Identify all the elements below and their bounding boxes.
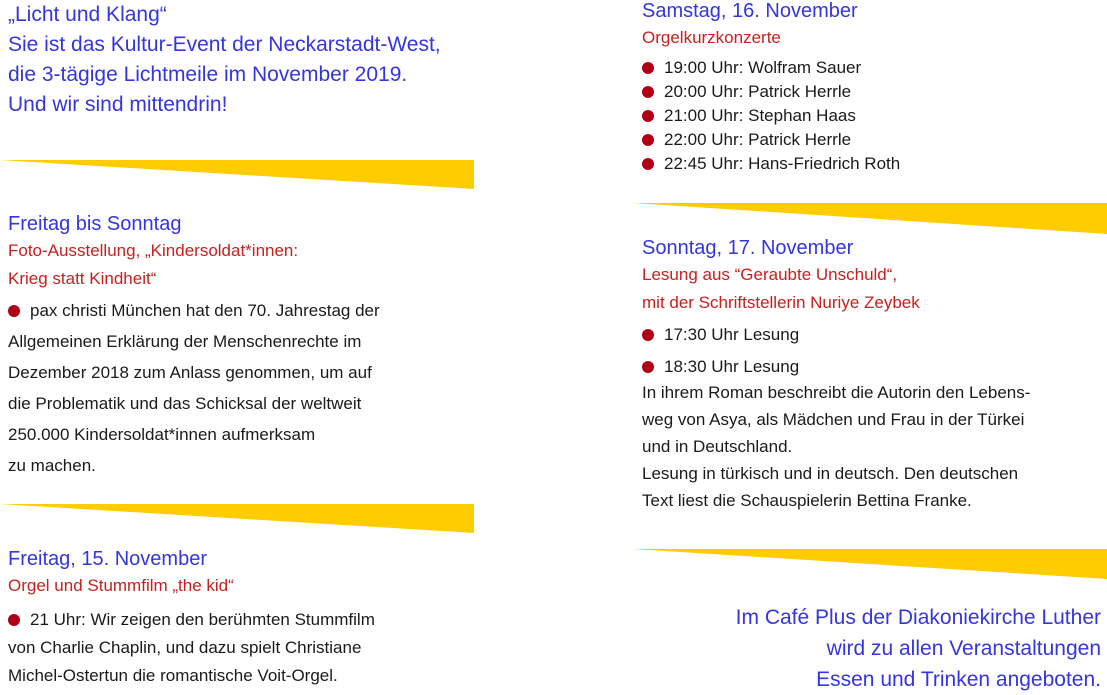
body-line: und in Deutschland.	[642, 437, 793, 456]
bullet-icon	[642, 86, 654, 98]
section-heading: Sonntag, 17. November	[642, 237, 854, 259]
section-body	[8, 295, 468, 481]
section-subheading: mit der Schriftstellerin Nuriye Zeybek	[642, 293, 920, 312]
section-heading: Freitag bis Sonntag	[8, 213, 182, 235]
yellow-stripe-divider	[633, 545, 1107, 581]
section-sunday-17	[642, 235, 1104, 514]
section-friday-to-sunday	[8, 211, 468, 481]
body-line: 21 Uhr: Wir zeigen den berühmten Stummfilm	[30, 610, 375, 629]
section-friday-15	[8, 546, 468, 690]
bullet-icon	[8, 305, 20, 317]
body-line: 250.000 Kindersoldat*innen aufmerksam	[8, 425, 316, 444]
reading-list	[642, 319, 1104, 383]
section-heading: Freitag, 15. November	[8, 548, 207, 570]
section-subheading: Foto-Ausstellung, „Kindersoldat*innen:	[8, 241, 299, 260]
yellow-stripe-divider	[633, 200, 1107, 236]
section-body	[8, 606, 468, 690]
body-line: Dezember 2018 zum Anlass genommen, um auf	[8, 363, 372, 382]
outro-line: Essen und Trinken angeboten.	[816, 668, 1101, 691]
intro-line: die 3-tägige Lichtmeile im November 2019.	[8, 63, 408, 86]
section-body	[642, 379, 1104, 514]
list-item: 21:00 Uhr: Stephan Haas	[642, 104, 1102, 128]
body-line: von Charlie Chaplin, und dazu spielt Christiane	[8, 638, 362, 657]
outro-line: Im Café Plus der Diakoniekirche Luther	[735, 606, 1101, 629]
bullet-icon	[642, 158, 654, 170]
bullet-icon	[8, 614, 20, 626]
section-subheading: Orgelkurzkonzerte	[642, 28, 781, 47]
body-line: Allgemeinen Erklärung der Menschenrechte im	[8, 332, 362, 351]
intro-text	[8, 0, 441, 120]
list-item: 19:00 Uhr: Wolfram Sauer	[642, 56, 1102, 80]
section-subheading: Krieg statt Kindheit“	[8, 269, 157, 288]
section-saturday-16	[642, 0, 1102, 176]
bullet-icon	[642, 62, 654, 74]
concert-list	[642, 56, 1102, 176]
yellow-stripe-divider	[0, 155, 474, 191]
list-item: 22:00 Uhr: Patrick Herrle	[642, 128, 1102, 152]
bullet-icon	[642, 134, 654, 146]
bullet-icon	[642, 110, 654, 122]
bullet-icon	[642, 361, 654, 373]
list-item: 18:30 Uhr Lesung	[642, 351, 1104, 383]
section-heading: Samstag, 16. November	[642, 0, 858, 22]
intro-line: Sie ist das Kultur-Event der Neckarstadt-West,	[8, 33, 441, 56]
body-line: pax christi München hat den 70. Jahrestag der	[30, 301, 380, 320]
intro-line: „Licht und Klang“	[8, 3, 167, 26]
list-item: 17:30 Uhr Lesung	[642, 319, 1104, 351]
section-subheading: Lesung aus “Geraubte Unschuld“,	[642, 265, 898, 284]
section-subheading: Orgel und Stummfilm „the kid“	[8, 576, 234, 595]
body-line: die Problematik und das Schicksal der weltweit	[8, 394, 362, 413]
list-item: 20:00 Uhr: Patrick Herrle	[642, 80, 1102, 104]
body-line: In ihrem Roman beschreibt die Autorin den Lebens-	[642, 383, 1031, 402]
outro-line: wird zu allen Veranstaltungen	[826, 637, 1101, 660]
intro-line: Und wir sind mittendrin!	[8, 93, 228, 116]
body-line: weg von Asya, als Mädchen und Frau in der Türkei	[642, 410, 1025, 429]
body-line: zu machen.	[8, 456, 96, 475]
body-line: Text liest die Schauspielerin Bettina Franke.	[642, 491, 972, 510]
body-line: Lesung in türkisch und in deutsch. Den deutschen	[642, 464, 1019, 483]
outro-text	[736, 602, 1101, 695]
yellow-stripe-divider	[0, 500, 474, 536]
list-item: 22:45 Uhr: Hans-Friedrich Roth	[642, 152, 1102, 176]
body-line: Michel-Ostertun die romantische Voit-Orgel.	[8, 666, 338, 685]
bullet-icon	[642, 329, 654, 341]
